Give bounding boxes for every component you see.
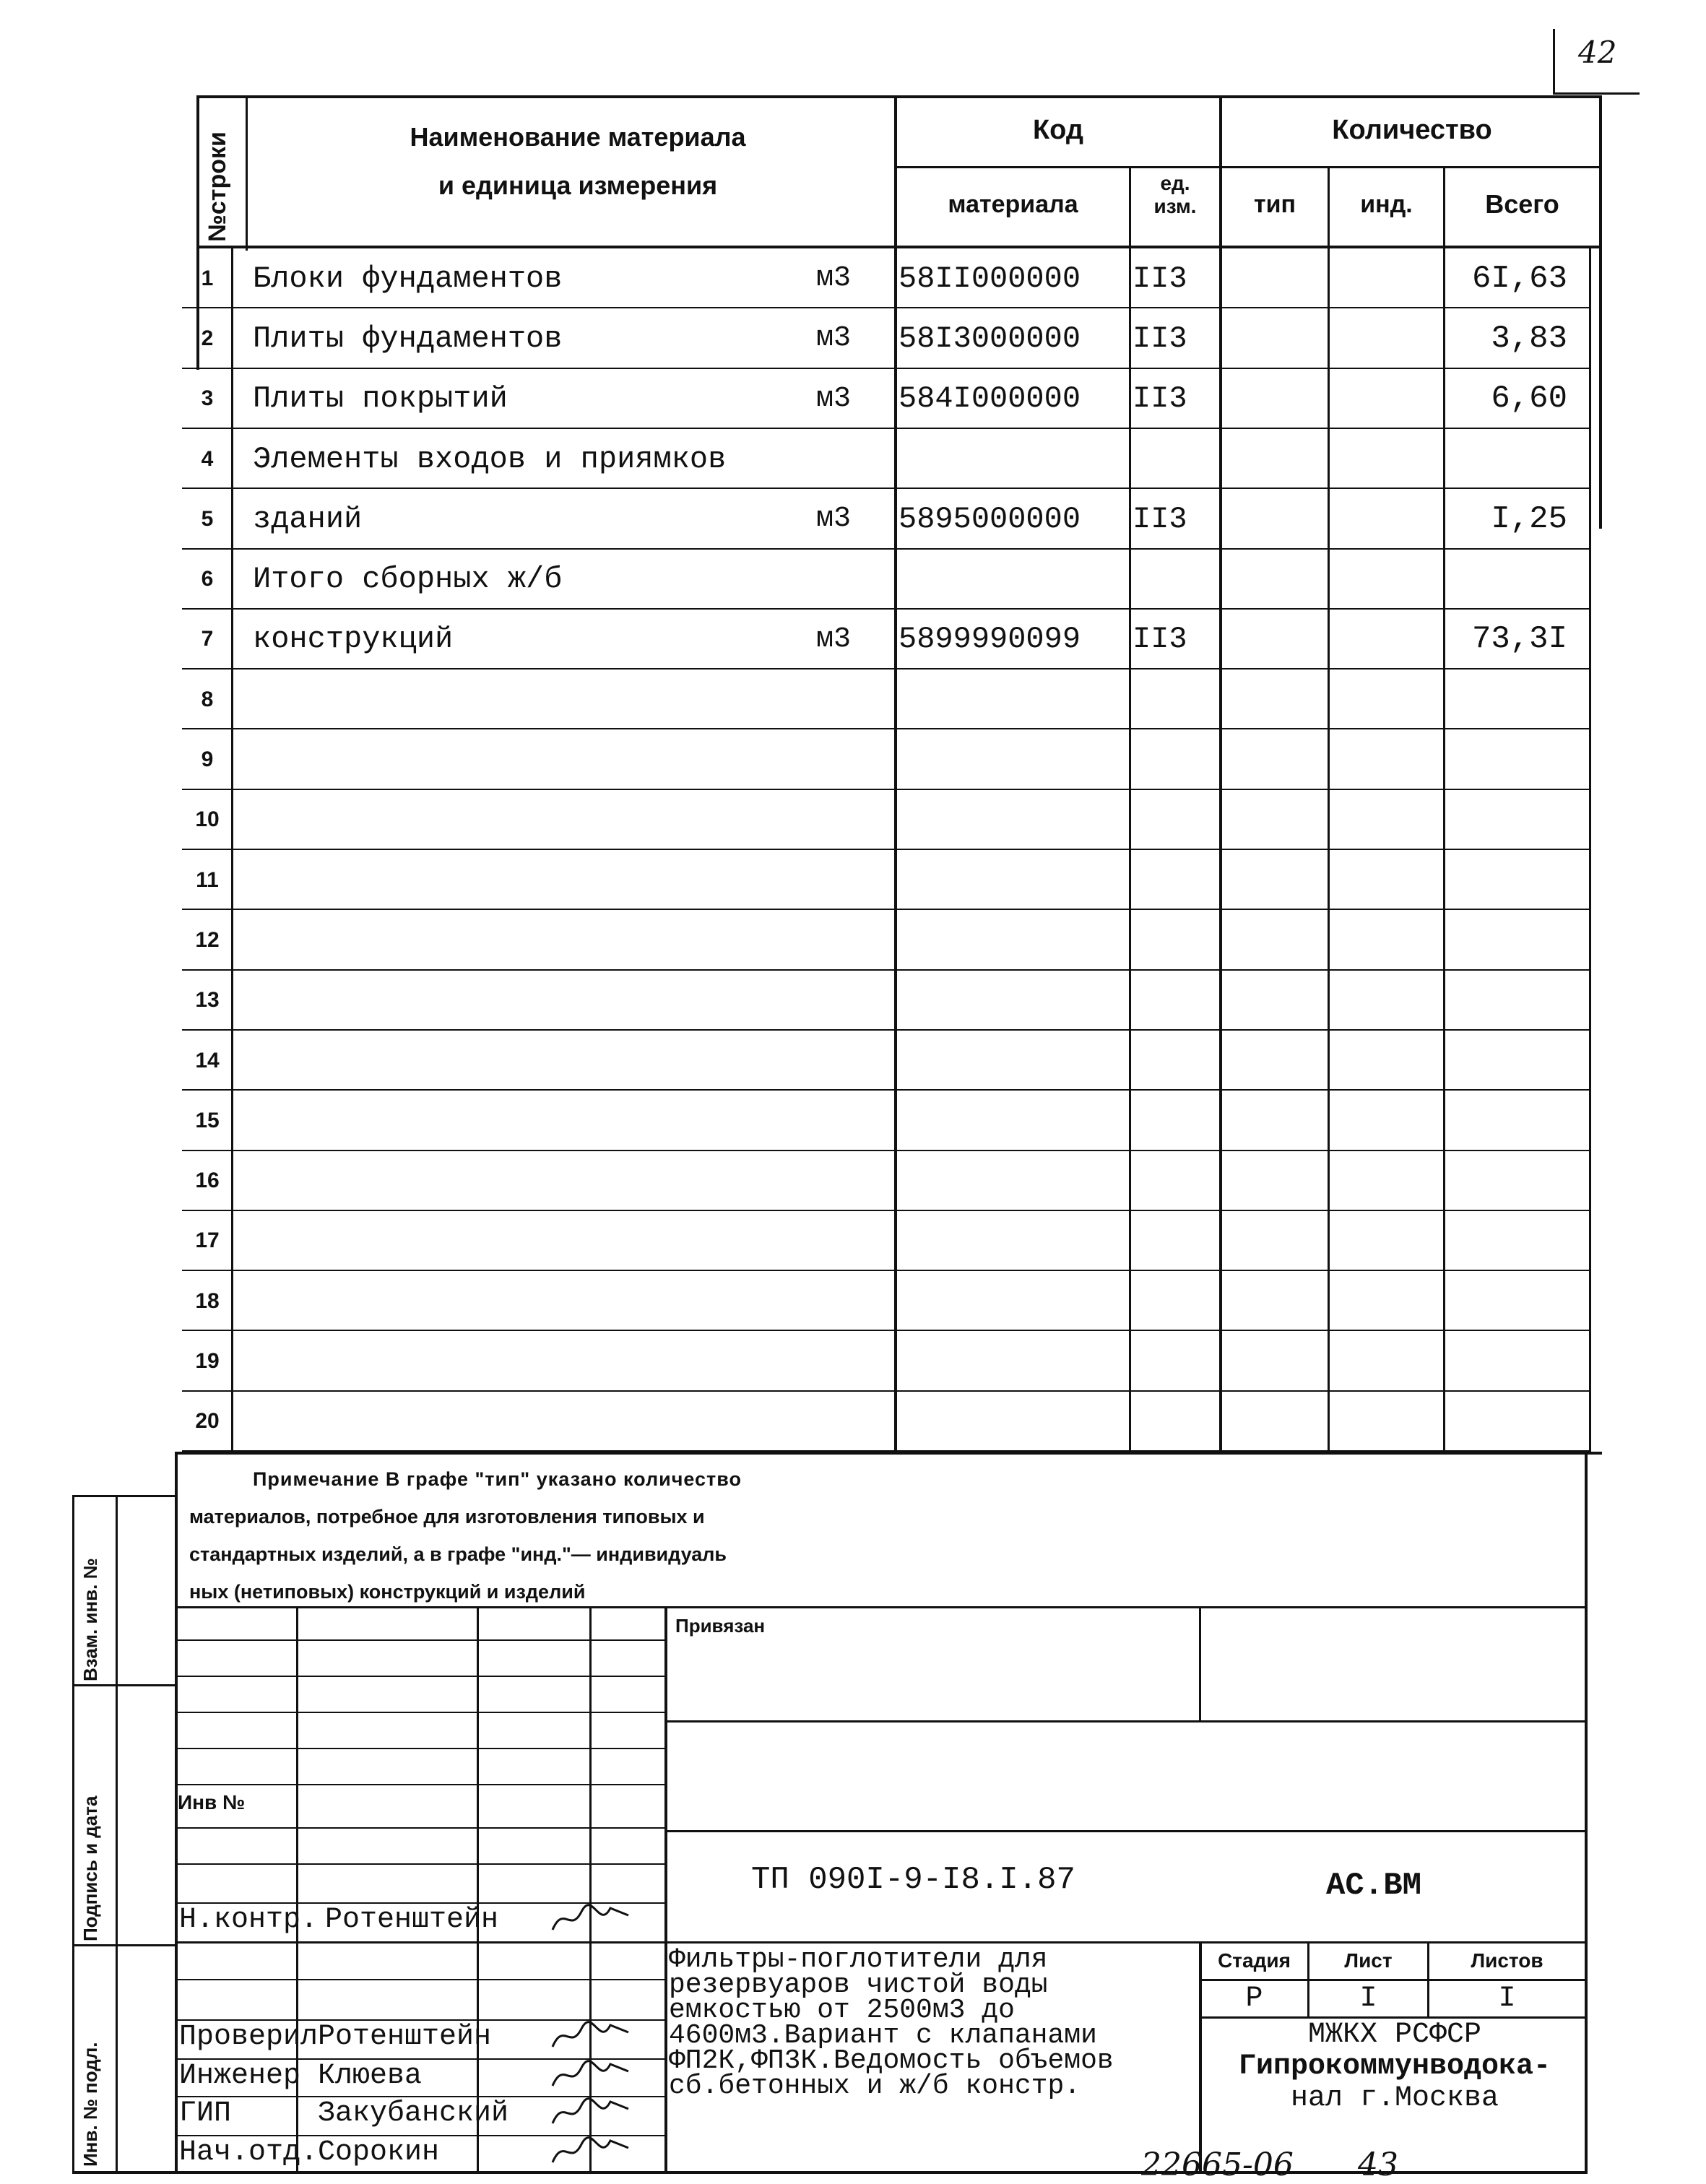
material-name: конструкций [253, 622, 454, 657]
signer-name: Ротенштейн [325, 1904, 499, 1936]
header-qty-ind: инд. [1360, 190, 1413, 218]
unit-code [1133, 429, 1218, 489]
signature-mark [549, 2057, 636, 2093]
row-number: 10 [195, 807, 220, 832]
unit-code: II3 [1133, 381, 1187, 417]
unit-code: II3 [1133, 622, 1187, 657]
header-code-unit: ед. изм. [1153, 172, 1197, 217]
row-number: 11 [196, 867, 219, 892]
row-number: 14 [195, 1048, 220, 1072]
header-code: Код [1032, 114, 1084, 145]
material-unit: м3 [816, 623, 852, 656]
signer-role: ГИП [179, 2097, 232, 2130]
side-label-podpis: Подпись и дата [79, 1795, 101, 1941]
row-number: 3 [201, 386, 214, 411]
row-number: 20 [195, 1409, 220, 1434]
signer-role: Инженер [179, 2060, 301, 2092]
project-code: ТП 090I-9-I8.I.87 [751, 1862, 1075, 1898]
header-code-material: материала [948, 190, 1078, 218]
row-number: 8 [201, 687, 214, 711]
row-number: 19 [195, 1349, 220, 1374]
signature-mark [549, 2018, 636, 2054]
material-name: Элементы входов и приямков [253, 441, 727, 477]
doc-number: 22665-06 [1141, 2146, 1294, 2183]
header-qty-type: тип [1253, 190, 1296, 218]
signature-mark [549, 1901, 636, 1937]
unit-code: II3 [1133, 261, 1187, 296]
material-code: 58I3000000 [899, 321, 1081, 356]
unit-code: II3 [1133, 501, 1187, 537]
unit-code: II3 [1133, 321, 1187, 356]
signature-mark [549, 2133, 636, 2170]
signer-role: Проверил [179, 2021, 319, 2053]
note-line4: ных (нетиповых) конструкций и изделий [189, 1581, 586, 1603]
row-number: 13 [195, 988, 220, 1013]
row-number: 9 [201, 748, 214, 772]
row-number: 12 [195, 927, 220, 952]
header-row-no: №строки [204, 131, 231, 242]
page-number: 42 [1578, 35, 1617, 70]
row-number: 5 [201, 506, 214, 531]
material-unit: м3 [816, 382, 852, 415]
side-label-inv-podl: Инв. № подл. [79, 2042, 101, 2167]
material-code [899, 429, 1128, 489]
row-number: 16 [195, 1169, 220, 1193]
sheet-number: 43 [1358, 2146, 1398, 2183]
quantity-total [1446, 429, 1567, 489]
quantity-total [1446, 550, 1567, 610]
row-number: 18 [195, 1288, 220, 1313]
note [189, 1460, 1562, 1611]
row-number: 17 [195, 1228, 220, 1253]
material-unit [816, 429, 888, 489]
material-name: Плиты покрытий [253, 381, 508, 417]
row-number: 4 [201, 446, 214, 471]
privyazan-label: Привязан [675, 1615, 766, 1637]
header-quantity: Количество [1332, 114, 1492, 145]
header-name-line1: Наименование материала [410, 122, 746, 152]
sheet-code: АС.ВМ [1326, 1868, 1422, 1904]
signer-name: Клюева [318, 2060, 423, 2092]
material-name: Плиты фундаментов [253, 321, 563, 356]
material-unit: м3 [816, 322, 852, 355]
note-line1: Примечание В графе "тип" указано количество [253, 1468, 742, 1490]
material-unit: м3 [816, 503, 852, 536]
material-unit: м3 [816, 262, 852, 295]
signer-name: Сорокин [318, 2136, 440, 2169]
material-unit [816, 550, 888, 610]
quantity-total: 6I,63 [1471, 260, 1567, 297]
document-title: Фильтры-поглотители для резервуаров чистой воды емкостью от 2500м3 до 4600м3.Вариант с клапанами ФП2К,ФП3К.Ведомость объемов сб.бетонных и ж/б констр. [669, 1944, 1114, 2102]
sheet-label: Лист [1344, 1949, 1393, 1972]
row-number: 15 [195, 1108, 220, 1132]
sheets-label: Листов [1471, 1949, 1543, 1972]
material-code: 584I000000 [899, 381, 1081, 417]
material-code: 58II000000 [899, 261, 1081, 296]
material-name: зданий [253, 501, 363, 537]
row-number: 7 [201, 627, 214, 651]
side-label-vzam: Взам. инв. № [79, 1558, 101, 1681]
inv-no-label: Инв № [178, 1791, 246, 1814]
material-code: 5895000000 [899, 501, 1081, 537]
signature-mark [549, 2094, 636, 2131]
signer-role: Н.контр. [179, 1904, 319, 1936]
quantity-total: 6,60 [1491, 381, 1567, 417]
stage-label: Стадия [1218, 1949, 1291, 1972]
signer-name: Закубанский [318, 2097, 509, 2130]
note-line2: материалов, потребное для изготовления типовых и [189, 1506, 705, 1528]
material-name: Блоки фундаментов [253, 261, 563, 296]
material-name: Итого сборных ж/б [253, 562, 563, 597]
stage-value: Р [1245, 1982, 1263, 2015]
sheets-value: I [1498, 1982, 1516, 2015]
row-number: 1 [201, 266, 214, 290]
signer-name: Ротенштейн [318, 2021, 492, 2053]
quantity-total: 3,83 [1491, 320, 1567, 357]
organization: МЖКХ РСФСР Гипрокоммунводока- нал г.Москва [1238, 2019, 1551, 2115]
unit-code [1133, 550, 1218, 610]
material-code [899, 550, 1128, 610]
row-number: 2 [201, 326, 214, 350]
signer-role: Нач.отд. [179, 2136, 319, 2169]
quantity-total: 73,3I [1471, 621, 1567, 658]
quantity-total: I,25 [1491, 500, 1567, 537]
header-name-line2: и единица измерения [438, 170, 718, 200]
material-code: 5899990099 [899, 622, 1081, 657]
sheet-value: I [1359, 1982, 1377, 2015]
note-line3: стандартных изделий, а в графе "инд."— индивидуаль [189, 1543, 727, 1565]
row-number: 6 [201, 567, 214, 592]
header-qty-total: Всего [1485, 189, 1559, 219]
